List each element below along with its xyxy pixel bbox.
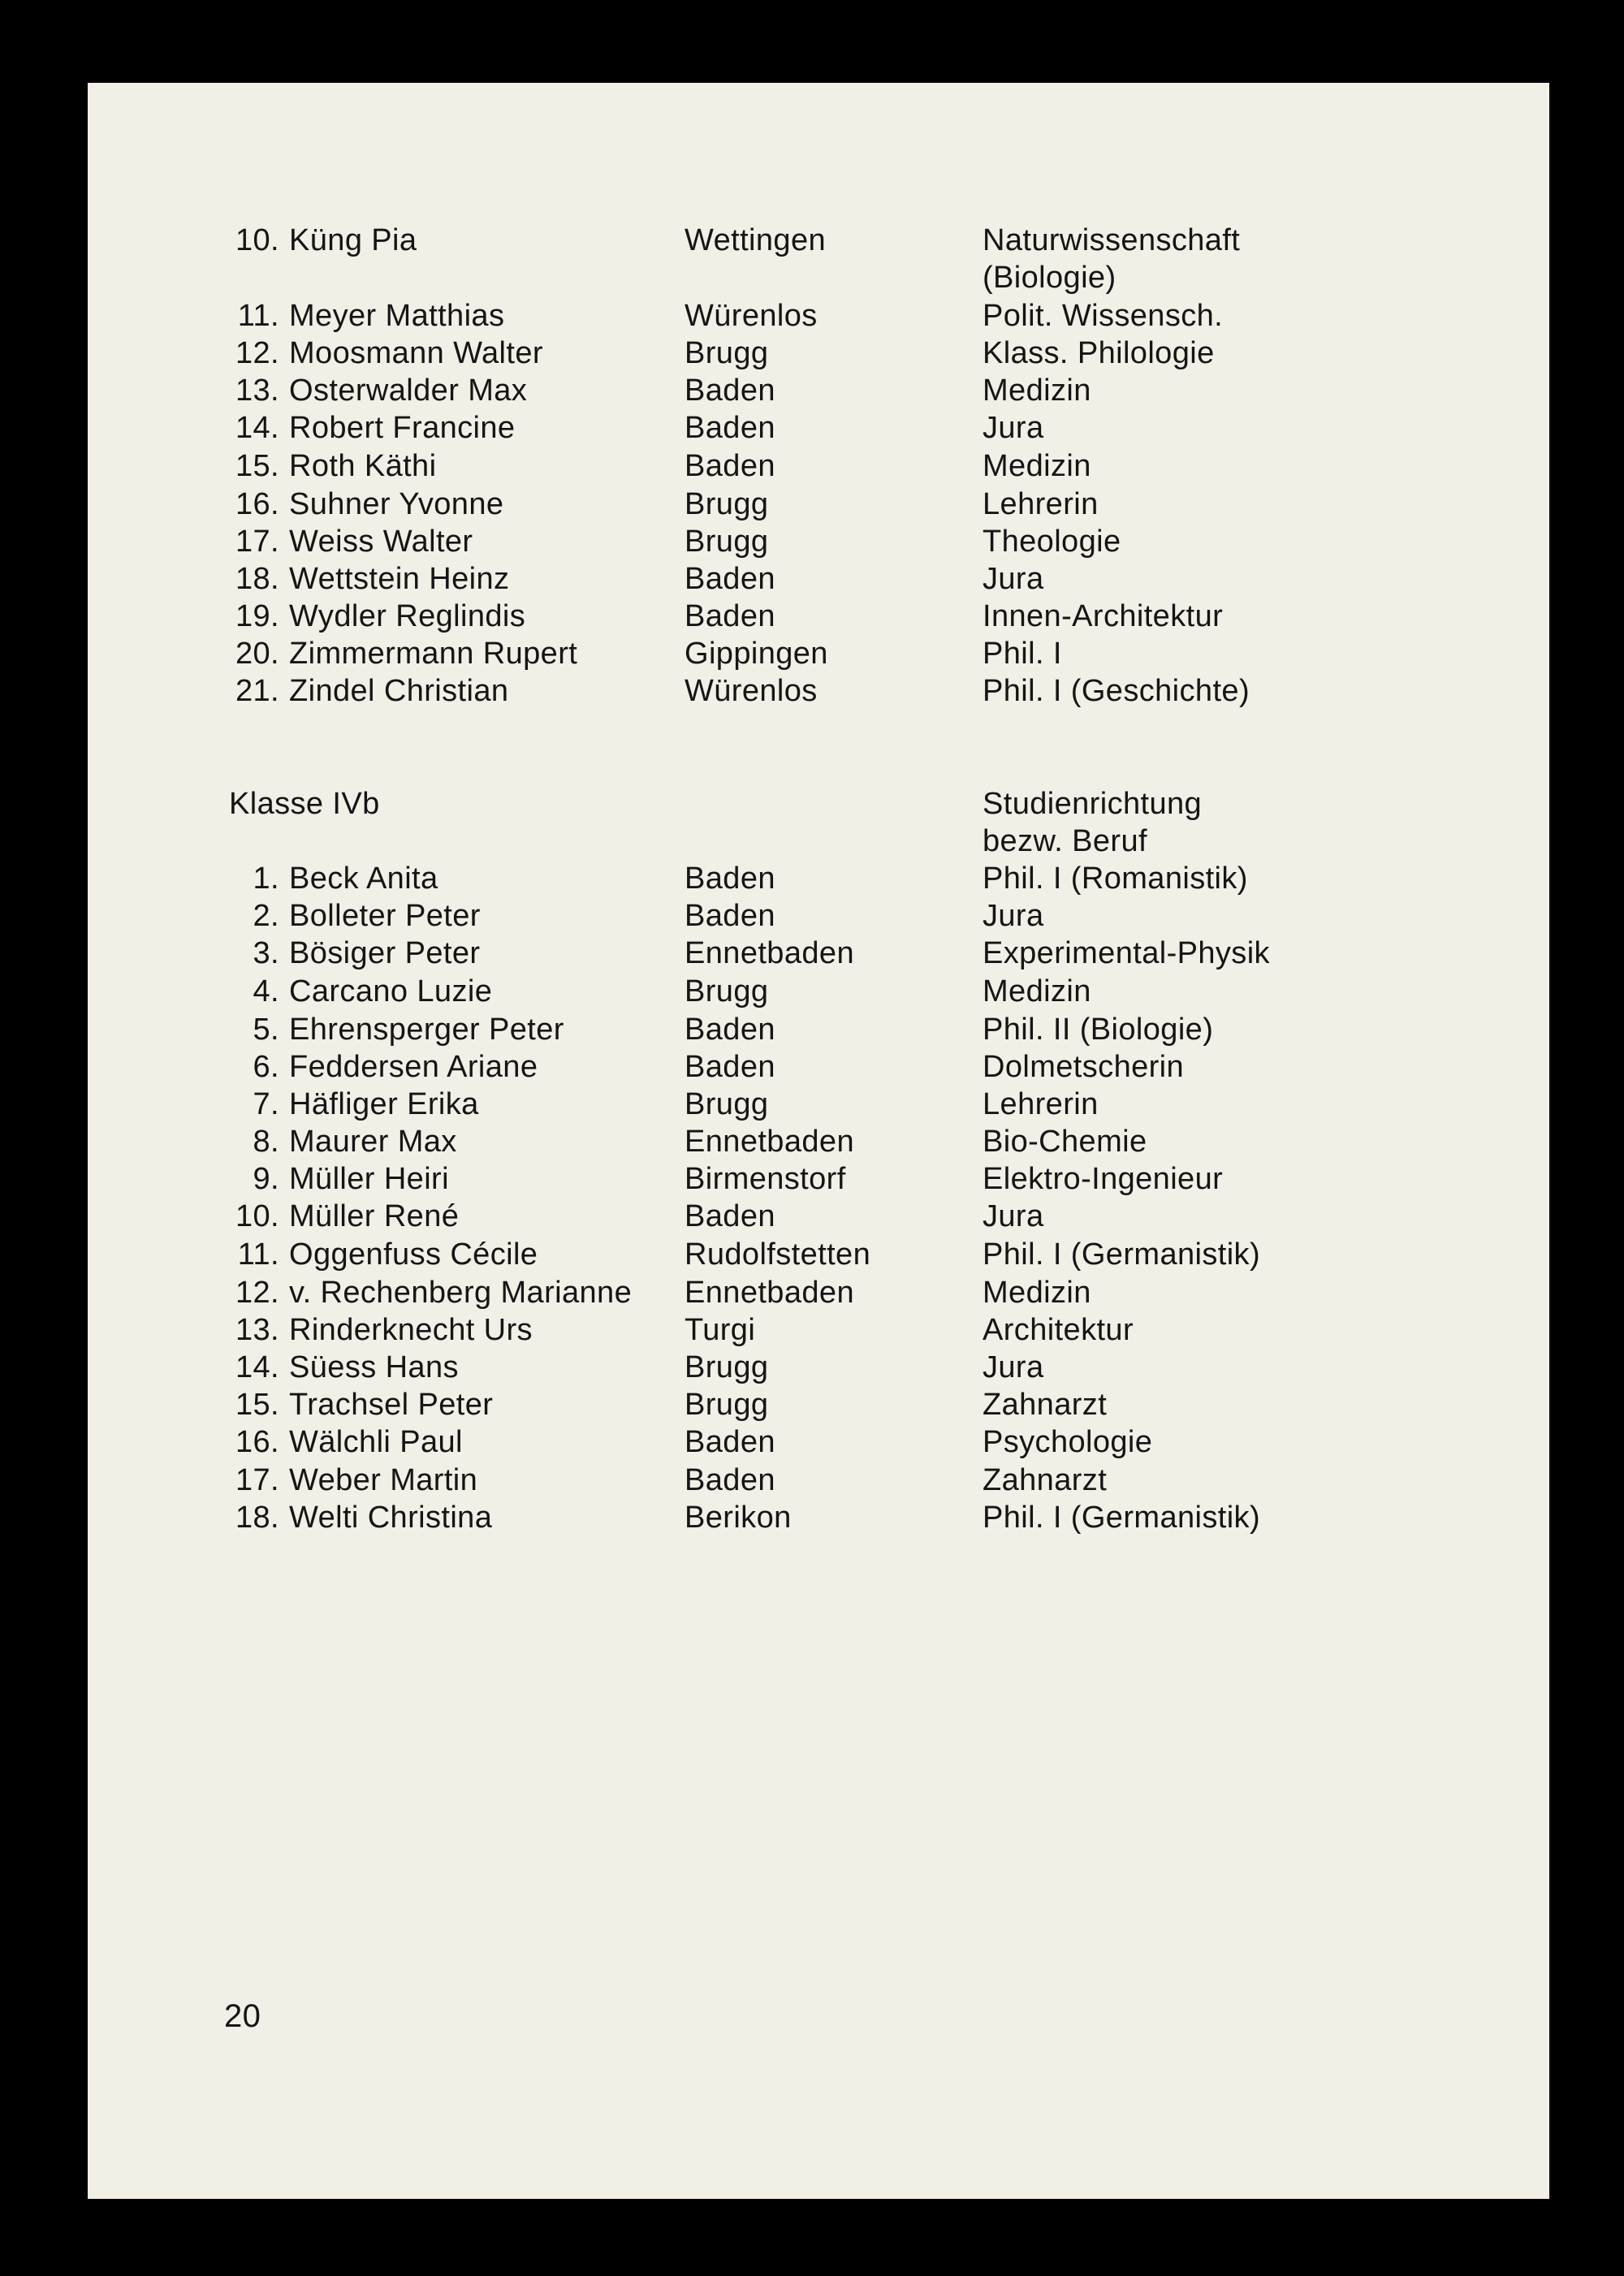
list-item: [88, 560, 1549, 598]
list-item: [88, 1123, 1549, 1160]
student-place: Birmenstorf: [685, 1162, 846, 1196]
student-name: Zimmermann Rupert: [289, 637, 578, 671]
student-name: Bösiger Peter: [289, 936, 481, 970]
list-item: [88, 1311, 1549, 1349]
list-item: [88, 409, 1549, 447]
student-place: Ennetbaden: [685, 1125, 854, 1159]
student-place: Brugg: [685, 974, 769, 1008]
student-name: Zindel Christian: [289, 674, 509, 708]
list-item: [88, 1086, 1549, 1123]
list-item: [88, 1160, 1549, 1198]
entry-number: 10.: [235, 223, 279, 257]
student-study: Innen-Architektur: [983, 599, 1224, 633]
entry-number: 2.: [253, 899, 279, 933]
student-study: Bio-Chemie: [983, 1125, 1147, 1159]
entry-number: 14.: [235, 1350, 279, 1384]
list-item: [88, 1349, 1549, 1386]
student-name: Rinderknecht Urs: [289, 1313, 533, 1347]
student-place: Baden: [685, 599, 775, 633]
student-study: Dolmetscherin: [983, 1050, 1185, 1084]
entry-number: 11.: [237, 1237, 279, 1272]
student-name: Oggenfuss Cécile: [289, 1237, 538, 1272]
student-name: Suhner Yvonne: [289, 487, 504, 521]
list-item: [88, 1386, 1549, 1423]
student-study: Medizin: [983, 974, 1091, 1008]
student-study: Jura: [983, 899, 1044, 933]
entry-number: 4.: [253, 974, 279, 1008]
student-name: Müller Heiri: [289, 1162, 449, 1196]
entry-number: 8.: [253, 1125, 279, 1159]
student-place: Gippingen: [685, 637, 828, 671]
list-item: [88, 1236, 1549, 1273]
student-name: Robert Francine: [289, 411, 516, 445]
list-item: [88, 222, 1549, 295]
list-item: [88, 1011, 1549, 1048]
student-name: Wettstein Heinz: [289, 562, 510, 596]
entry-number: 18.: [235, 1501, 279, 1535]
entry-number: 13.: [235, 1313, 279, 1347]
list-item: [88, 372, 1549, 409]
student-study: Phil. I (Geschichte): [983, 674, 1250, 708]
student-name: Weber Martin: [289, 1463, 478, 1497]
student-study: Experimental-Physik: [983, 936, 1270, 970]
student-study: Phil. II (Biologie): [983, 1013, 1214, 1047]
list-item: [88, 523, 1549, 560]
student-name: Müller René: [289, 1199, 460, 1233]
entry-number: 3.: [253, 936, 279, 970]
list-item: [88, 672, 1549, 710]
student-study: Phil. I (Germanistik): [983, 1501, 1261, 1535]
list-item: [88, 1423, 1549, 1461]
student-place: Turgi: [685, 1313, 756, 1347]
student-name: Bolleter Peter: [289, 899, 481, 933]
student-place: Ennetbaden: [685, 936, 854, 970]
student-place: Baden: [685, 1013, 775, 1047]
list-item: [88, 598, 1549, 635]
student-name: Carcano Luzie: [289, 974, 493, 1008]
list-item: [88, 897, 1549, 935]
student-study: Medizin: [983, 449, 1091, 483]
student-place: Brugg: [685, 1087, 769, 1121]
student-name: Küng Pia: [289, 223, 417, 257]
page-number: 20: [224, 1998, 261, 2034]
student-study: Jura: [983, 1350, 1044, 1384]
student-place: Brugg: [685, 1350, 769, 1384]
student-name: Roth Käthi: [289, 449, 437, 483]
student-place: Baden: [685, 1050, 775, 1084]
student-place: Baden: [685, 1463, 775, 1497]
entry-number: 17.: [235, 1463, 279, 1497]
entry-number: 6.: [253, 1050, 279, 1084]
entry-number: 18.: [235, 562, 279, 596]
student-place: Wettingen: [685, 223, 827, 257]
entry-number: 20.: [235, 637, 279, 671]
entry-number: 12.: [235, 336, 279, 370]
student-place: Brugg: [685, 525, 769, 559]
student-place: Baden: [685, 374, 775, 408]
student-name: v. Rechenberg Marianne: [289, 1276, 633, 1310]
student-study: Elektro-Ingenieur: [983, 1162, 1224, 1196]
entry-number: 1.: [253, 862, 279, 896]
student-study: Klass. Philologie: [983, 336, 1215, 370]
list-item: [88, 635, 1549, 672]
entry-number: 14.: [235, 411, 279, 445]
student-study: Jura: [983, 562, 1044, 596]
student-name: Weiss Walter: [289, 525, 473, 559]
student-place: Ennetbaden: [685, 1276, 854, 1310]
entry-number: 15.: [235, 449, 279, 483]
student-name: Moosmann Walter: [289, 336, 543, 370]
entry-number: 13.: [235, 374, 279, 408]
student-place: Brugg: [685, 487, 769, 521]
student-name: Osterwalder Max: [289, 374, 528, 408]
entry-number: 15.: [235, 1388, 279, 1422]
student-study: Medizin: [983, 374, 1091, 408]
list-item: [88, 1462, 1549, 1499]
student-study: Jura: [983, 411, 1044, 445]
student-name: Maurer Max: [289, 1125, 457, 1159]
entry-number: 16.: [235, 487, 279, 521]
student-place: Baden: [685, 411, 775, 445]
student-study: Phil. I (Romanistik): [983, 862, 1248, 896]
student-name: Wälchli Paul: [289, 1425, 463, 1459]
student-name: Feddersen Ariane: [289, 1050, 538, 1084]
student-place: Berikon: [685, 1501, 792, 1535]
student-name: Süess Hans: [289, 1350, 459, 1384]
student-place: Würenlos: [685, 299, 818, 333]
student-place: Baden: [685, 1199, 775, 1233]
student-name: Wydler Reglindis: [289, 599, 526, 633]
student-name: Meyer Matthias: [289, 299, 505, 333]
student-name: Welti Christina: [289, 1501, 493, 1535]
entry-number: 17.: [235, 525, 279, 559]
student-place: Baden: [685, 562, 775, 596]
student-study-continued: (Biologie): [983, 261, 1116, 295]
class-title: Klasse IVb: [229, 787, 380, 821]
list-item: [88, 297, 1549, 335]
list-item: [88, 1048, 1549, 1086]
student-name: Beck Anita: [289, 862, 438, 896]
list-item: [88, 860, 1549, 897]
list-item: [88, 973, 1549, 1010]
entry-number: 12.: [235, 1276, 279, 1310]
list-item: [88, 1274, 1549, 1311]
entry-number: 7.: [253, 1087, 279, 1121]
entry-number: 21.: [235, 674, 279, 708]
student-name: Trachsel Peter: [289, 1388, 494, 1422]
entry-number: 16.: [235, 1425, 279, 1459]
column-heading-continued: bezw. Beruf: [983, 824, 1147, 858]
student-study: Phil. I (Germanistik): [983, 1237, 1261, 1272]
student-study: Zahnarzt: [983, 1388, 1108, 1422]
student-place: Würenlos: [685, 674, 818, 708]
student-place: Baden: [685, 449, 775, 483]
student-study: Lehrerin: [983, 487, 1099, 521]
list-item: [88, 335, 1549, 372]
entry-number: 11.: [237, 299, 279, 333]
student-name: Häfliger Erika: [289, 1087, 479, 1121]
student-study: Medizin: [983, 1276, 1091, 1310]
student-place: Rudolfstetten: [685, 1237, 871, 1272]
student-place: Baden: [685, 899, 775, 933]
student-name: Ehrensperger Peter: [289, 1013, 564, 1047]
student-place: Brugg: [685, 1388, 769, 1422]
student-study: Zahnarzt: [983, 1463, 1108, 1497]
list-item: [88, 447, 1549, 485]
entry-number: 9.: [253, 1162, 279, 1196]
student-study: Theologie: [983, 525, 1121, 559]
student-study: Lehrerin: [983, 1087, 1099, 1121]
entry-number: 10.: [235, 1199, 279, 1233]
student-place: Brugg: [685, 336, 769, 370]
column-heading: Studienrichtung: [983, 787, 1203, 821]
entry-number: 5.: [253, 1013, 279, 1047]
student-study: Jura: [983, 1199, 1044, 1233]
student-study: Phil. I: [983, 637, 1062, 671]
student-study: Psychologie: [983, 1425, 1153, 1459]
student-study: Polit. Wissensch.: [983, 299, 1224, 333]
page-content: [88, 83, 1549, 2199]
list-item: [88, 486, 1549, 523]
student-study: Naturwissenschaft: [983, 223, 1241, 257]
entry-number: 19.: [235, 599, 279, 633]
list-item: [88, 1499, 1549, 1536]
list-item: [88, 1198, 1549, 1235]
list-item: [88, 935, 1549, 972]
student-study: Architektur: [983, 1313, 1134, 1347]
student-place: Baden: [685, 862, 775, 896]
document-page: [88, 83, 1549, 2199]
student-place: Baden: [685, 1425, 775, 1459]
